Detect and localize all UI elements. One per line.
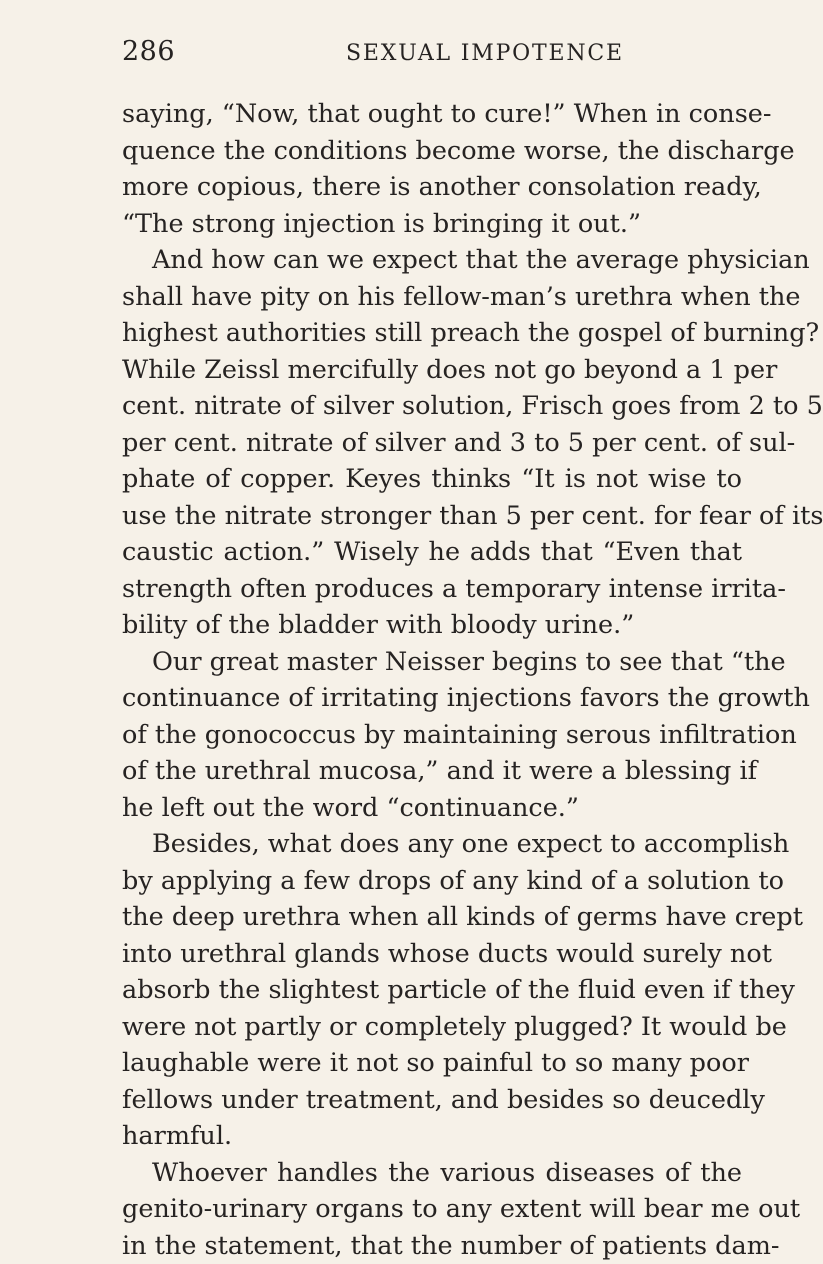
text-line: of the gonococcus by maintaining serous infiltration	[122, 717, 742, 754]
page-number: 286	[122, 36, 175, 67]
text-line: Our great master Neisser begins to see that “the	[122, 644, 742, 681]
text-line: Whoever handles the various diseases of the	[122, 1155, 742, 1192]
text-line: highest authorities still preach the gospel of burning?	[122, 315, 742, 352]
text-line: “The strong injection is bringing it out.”	[122, 206, 742, 243]
text-line: quence the conditions become worse, the discharge	[122, 133, 742, 170]
text-line: absorb the slightest particle of the fluid even if they	[122, 972, 742, 1009]
text-line: bility of the bladder with bloody urine.”	[122, 607, 742, 644]
text-line: he left out the word “continuance.”	[122, 790, 742, 827]
text-line: use the nitrate stronger than 5 per cent. for fear of its	[122, 498, 742, 535]
text-line: were not partly or completely plugged? It would be	[122, 1009, 742, 1046]
body-text	[122, 96, 742, 1264]
text-line: by applying a few drops of any kind of a solution to	[122, 863, 742, 900]
text-line: phate of copper. Keyes thinks “It is not wise to	[122, 461, 742, 498]
text-line: strength often produces a temporary intense irrita-	[122, 571, 742, 608]
text-line: caustic action.” Wisely he adds that “Even that	[122, 534, 742, 571]
text-line: the deep urethra when all kinds of germs have crept	[122, 899, 742, 936]
text-line: harmful.	[122, 1118, 742, 1155]
text-line: fellows under treatment, and besides so deucedly	[122, 1082, 742, 1119]
text-line: continuance of irritating injections favors the growth	[122, 680, 742, 717]
text-line: shall have pity on his fellow-man’s urethra when the	[122, 279, 742, 316]
text-line: in the statement, that the number of patients dam-	[122, 1228, 742, 1264]
text-line: of the urethral mucosa,” and it were a blessing if	[122, 753, 742, 790]
text-line: cent. nitrate of silver solution, Frisch goes from 2 to 5	[122, 388, 742, 425]
text-line: Besides, what does any one expect to accomplish	[122, 826, 742, 863]
text-line: laughable were it not so painful to so many poor	[122, 1045, 742, 1082]
text-line: per cent. nitrate of silver and 3 to 5 per cent. of sul-	[122, 425, 742, 462]
text-line: And how can we expect that the average physician	[122, 242, 742, 279]
text-line: more copious, there is another consolation ready,	[122, 169, 742, 206]
text-line: While Zeissl mercifully does not go beyond a 1 per	[122, 352, 742, 389]
text-line: genito-urinary organs to any extent will bear me out	[122, 1191, 742, 1228]
text-line: saying, “Now, that ought to cure!” When in conse-	[122, 96, 742, 133]
running-head: SEXUAL IMPOTENCE	[346, 41, 624, 66]
text-line: into urethral glands whose ducts would surely not	[122, 936, 742, 973]
